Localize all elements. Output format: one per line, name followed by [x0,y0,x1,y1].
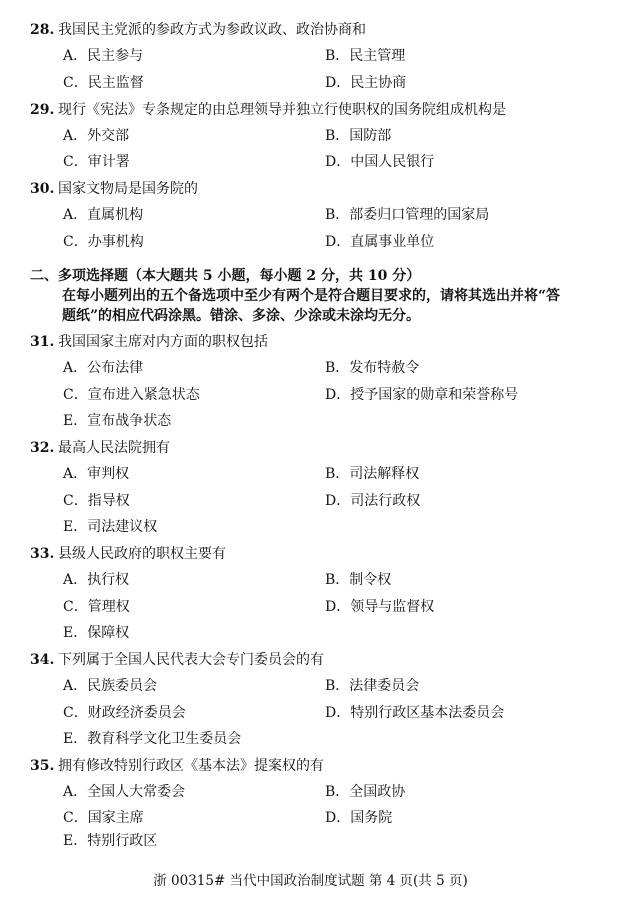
option-30-a: A．直属机构 [63,207,144,223]
option-28-a: A．民主参与 [63,48,144,64]
option-30-d: D．直属事业单位 [325,234,435,250]
option-29-a: A．外交部 [63,128,130,144]
question-number: 34. [30,652,55,668]
section-instruction-line-1: 在每小题列出的五个备选项中至少有两个是符合题目要求的，请将其选出并将“答 [62,288,561,304]
question-30-stem [30,180,198,198]
option-30-b: B．部委归口管理的国家局 [325,207,490,223]
option-28-b: B．民主管理 [325,48,406,64]
question-number: 35. [30,758,55,774]
question-number: 32. [30,440,55,456]
option-32-d: D．司法行政权 [325,493,421,509]
option-28-c: C．民主监督 [63,75,144,91]
option-34-d: D．特别行政区基本法委员会 [325,705,505,721]
option-34-a: A．民族委员会 [63,678,158,694]
question-number: 31. [30,334,55,350]
question-text: 拥有修改特别行政区《基本法》提案权的有 [58,758,324,774]
option-31-d: D．授予国家的勋章和荣誉称号 [325,387,519,403]
option-31-b: B．发布特赦令 [325,360,420,376]
option-32-c: C．指导权 [63,493,130,509]
question-33-stem [30,545,226,563]
option-31-c: C．宣布进入紧急状态 [63,387,200,403]
option-30-c: C．办事机构 [63,234,144,250]
option-33-a: A．执行权 [63,572,130,588]
section-title: 二、多项选择题（本大题共 5 小题，每小题 2 分，共 10 分） [30,268,421,284]
option-34-b: B．法律委员会 [325,678,420,694]
option-29-b: B．国防部 [325,128,392,144]
option-35-d: D．国务院 [325,810,393,826]
option-35-e: E．特别行政区 [63,833,158,849]
question-29-stem [30,101,506,119]
option-31-e: E．宣布战争状态 [63,413,172,429]
option-34-c: C．财政经济委员会 [63,705,186,721]
question-text: 我国国家主席对内方面的职权包括 [58,334,268,350]
option-32-b: B．司法解释权 [325,466,420,482]
question-text: 我国民主党派的参政方式为参政议政、政治协商和 [58,22,366,38]
option-29-d: D．中国人民银行 [325,154,435,170]
question-number: 28. [30,22,55,38]
option-32-a: A．审判权 [63,466,130,482]
option-33-e: E．保障权 [63,625,130,641]
option-33-d: D．领导与监督权 [325,599,435,615]
question-34-stem [30,651,324,669]
option-35-c: C．国家主席 [63,810,144,826]
question-text: 国家文物局是国务院的 [58,181,198,197]
option-35-a: A．全国人大常委会 [63,784,186,800]
option-33-c: C．管理权 [63,599,130,615]
option-32-e: E．司法建议权 [63,519,158,535]
question-text: 下列属于全国人民代表大会专门委员会的有 [58,652,324,668]
option-33-b: B．制令权 [325,572,392,588]
question-number: 33. [30,546,55,562]
option-29-c: C．审计署 [63,154,130,170]
question-35-stem [30,757,324,775]
question-28-stem [30,21,366,39]
option-31-a: A．公布法律 [63,360,144,376]
option-34-e: E．教育科学文化卫生委员会 [63,731,242,747]
page-footer: 浙 00315# 当代中国政治制度试题 第 4 页(共 5 页) [153,873,468,889]
question-32-stem [30,439,170,457]
question-text: 县级人民政府的职权主要有 [58,546,226,562]
question-number: 29. [30,102,55,118]
option-28-d: D．民主协商 [325,75,407,91]
option-35-b: B．全国政协 [325,784,406,800]
question-31-stem [30,333,268,351]
question-number: 30. [30,181,55,197]
question-text: 最高人民法院拥有 [58,440,170,456]
section-instruction-line-2: 题纸”的相应代码涂黑。错涂、多涂、少涂或未涂均无分。 [62,308,421,324]
question-text: 现行《宪法》专条规定的由总理领导并独立行使职权的国务院组成机构是 [58,102,506,118]
